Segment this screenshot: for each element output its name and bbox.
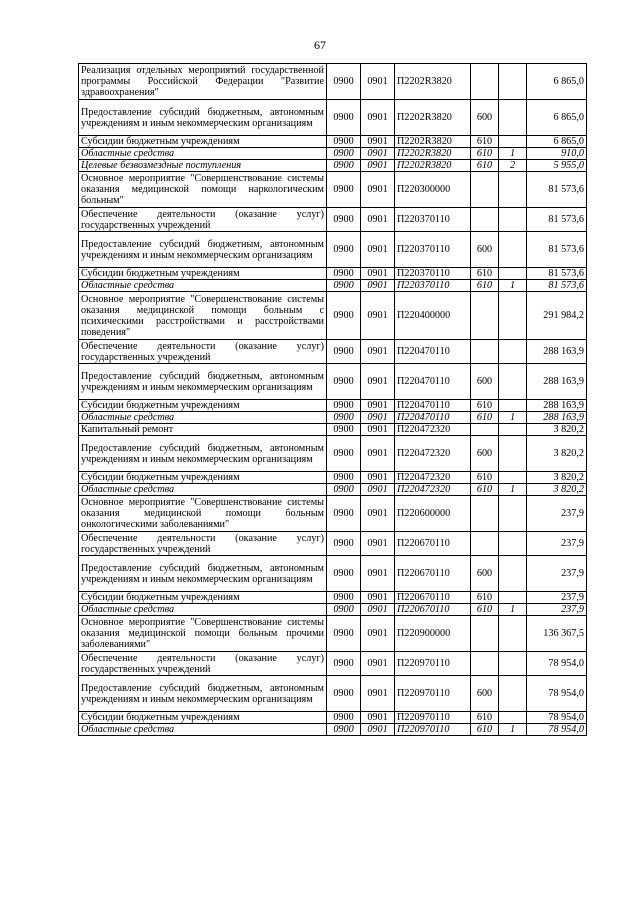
- funding-source-cell: [499, 712, 527, 724]
- subsection-code-cell: 0901: [361, 496, 395, 532]
- subsection-code-cell: 0901: [361, 616, 395, 652]
- subsection-code-cell: 0901: [361, 400, 395, 412]
- subsection-code-cell: 0901: [361, 604, 395, 616]
- target-article-cell: П220300000: [395, 172, 471, 208]
- section-code-cell: 0900: [327, 724, 361, 736]
- table-row: [79, 676, 587, 712]
- target-article-cell: П220970110: [395, 724, 471, 736]
- target-article-cell: П220970110: [395, 676, 471, 712]
- expense-type-cell: 610: [471, 724, 499, 736]
- table-row: [79, 424, 587, 436]
- target-article-cell: П220400000: [395, 292, 471, 340]
- table-row: [79, 208, 587, 232]
- funding-source-cell: 1: [499, 724, 527, 736]
- expense-type-cell: [471, 532, 499, 556]
- subsection-code-cell: 0901: [361, 268, 395, 280]
- amount-cell: 288 163,9: [527, 400, 587, 412]
- subsection-code-cell: 0901: [361, 136, 395, 148]
- row-name-cell: Субсидии бюджетным учреждениям: [79, 472, 327, 484]
- target-article-cell: П220970110: [395, 652, 471, 676]
- funding-source-cell: [499, 340, 527, 364]
- expense-type-cell: 600: [471, 436, 499, 472]
- row-name-cell: Предоставление субсидий бюджетным, автономным учреждениям и иным некоммерческим организациям: [79, 364, 327, 400]
- section-code-cell: 0900: [327, 472, 361, 484]
- funding-source-cell: [499, 496, 527, 532]
- row-name-cell: Субсидии бюджетным учреждениям: [79, 136, 327, 148]
- expense-type-cell: 610: [471, 412, 499, 424]
- section-code-cell: 0900: [327, 136, 361, 148]
- expense-type-cell: [471, 340, 499, 364]
- table-row: [79, 484, 587, 496]
- funding-source-cell: 1: [499, 484, 527, 496]
- funding-source-cell: [499, 592, 527, 604]
- row-name-cell: Областные средства: [79, 412, 327, 424]
- amount-cell: 78 954,0: [527, 676, 587, 712]
- section-code-cell: 0900: [327, 292, 361, 340]
- row-name-cell: Обеспечение деятельности (оказание услуг) государственных учреждений: [79, 340, 327, 364]
- section-code-cell: 0900: [327, 616, 361, 652]
- table-row: [79, 136, 587, 148]
- table-row: [79, 604, 587, 616]
- row-name-cell: Предоставление субсидий бюджетным, автономным учреждениям и иным некоммерческим организациям: [79, 436, 327, 472]
- target-article-cell: П220370110: [395, 280, 471, 292]
- table-row: [79, 172, 587, 208]
- table-row: [79, 592, 587, 604]
- target-article-cell: П220472320: [395, 472, 471, 484]
- row-name-cell: Предоставление субсидий бюджетным, автономным учреждениям и иным некоммерческим организациям: [79, 676, 327, 712]
- expense-type-cell: [471, 208, 499, 232]
- amount-cell: 78 954,0: [527, 724, 587, 736]
- section-code-cell: 0900: [327, 100, 361, 136]
- table-row: [79, 616, 587, 652]
- amount-cell: 81 573,6: [527, 280, 587, 292]
- section-code-cell: 0900: [327, 64, 361, 100]
- row-name-cell: Обеспечение деятельности (оказание услуг) государственных учреждений: [79, 652, 327, 676]
- row-name-cell: Предоставление субсидий бюджетным, автономным учреждениям и иным некоммерческим организациям: [79, 556, 327, 592]
- funding-source-cell: [499, 400, 527, 412]
- subsection-code-cell: 0901: [361, 532, 395, 556]
- section-code-cell: 0900: [327, 412, 361, 424]
- table-row: [79, 268, 587, 280]
- section-code-cell: 0900: [327, 604, 361, 616]
- funding-source-cell: 2: [499, 160, 527, 172]
- target-article-cell: П220472320: [395, 436, 471, 472]
- page-number: 67: [314, 38, 326, 52]
- budget-table: [78, 63, 587, 736]
- target-article-cell: П2202R3820: [395, 64, 471, 100]
- amount-cell: 291 984,2: [527, 292, 587, 340]
- target-article-cell: П220670110: [395, 532, 471, 556]
- target-article-cell: П220472320: [395, 484, 471, 496]
- funding-source-cell: [499, 268, 527, 280]
- expense-type-cell: 610: [471, 400, 499, 412]
- target-article-cell: П220370110: [395, 268, 471, 280]
- subsection-code-cell: 0901: [361, 484, 395, 496]
- target-article-cell: П220970110: [395, 712, 471, 724]
- funding-source-cell: 1: [499, 280, 527, 292]
- section-code-cell: 0900: [327, 280, 361, 292]
- amount-cell: 237,9: [527, 496, 587, 532]
- expense-type-cell: 610: [471, 280, 499, 292]
- funding-source-cell: [499, 652, 527, 676]
- row-name-cell: Обеспечение деятельности (оказание услуг) государственных учреждений: [79, 208, 327, 232]
- target-article-cell: П2202R3820: [395, 100, 471, 136]
- subsection-code-cell: 0901: [361, 292, 395, 340]
- amount-cell: 3 820,2: [527, 472, 587, 484]
- section-code-cell: 0900: [327, 232, 361, 268]
- expense-type-cell: 610: [471, 268, 499, 280]
- target-article-cell: П220600000: [395, 496, 471, 532]
- amount-cell: 3 820,2: [527, 436, 587, 472]
- funding-source-cell: [499, 100, 527, 136]
- expense-type-cell: [471, 496, 499, 532]
- expense-type-cell: 610: [471, 472, 499, 484]
- amount-cell: 237,9: [527, 532, 587, 556]
- section-code-cell: 0900: [327, 400, 361, 412]
- target-article-cell: П2202R3820: [395, 160, 471, 172]
- row-name-cell: Основное мероприятие "Совершенствование системы оказания медицинской помощи больным прочими заболеваниями": [79, 616, 327, 652]
- amount-cell: 288 163,9: [527, 340, 587, 364]
- amount-cell: 3 820,2: [527, 484, 587, 496]
- row-name-cell: Предоставление субсидий бюджетным, автономным учреждениям и иным некоммерческим организациям: [79, 100, 327, 136]
- amount-cell: 6 865,0: [527, 64, 587, 100]
- expense-type-cell: [471, 616, 499, 652]
- section-code-cell: 0900: [327, 532, 361, 556]
- expense-type-cell: 600: [471, 676, 499, 712]
- subsection-code-cell: 0901: [361, 160, 395, 172]
- section-code-cell: 0900: [327, 172, 361, 208]
- amount-cell: 6 865,0: [527, 136, 587, 148]
- funding-source-cell: [499, 364, 527, 400]
- subsection-code-cell: 0901: [361, 424, 395, 436]
- row-name-cell: Реализация отдельных мероприятий государственной программы Российской Федерации "Развитие здравоохранения": [79, 64, 327, 100]
- subsection-code-cell: 0901: [361, 676, 395, 712]
- expense-type-cell: 600: [471, 556, 499, 592]
- section-code-cell: 0900: [327, 364, 361, 400]
- section-code-cell: 0900: [327, 436, 361, 472]
- amount-cell: 6 865,0: [527, 100, 587, 136]
- amount-cell: 910,0: [527, 148, 587, 160]
- funding-source-cell: [499, 532, 527, 556]
- funding-source-cell: [499, 472, 527, 484]
- subsection-code-cell: 0901: [361, 148, 395, 160]
- expense-type-cell: 610: [471, 604, 499, 616]
- expense-type-cell: 610: [471, 592, 499, 604]
- subsection-code-cell: 0901: [361, 64, 395, 100]
- funding-source-cell: [499, 424, 527, 436]
- row-name-cell: Капитальный ремонт: [79, 424, 327, 436]
- row-name-cell: Областные средства: [79, 148, 327, 160]
- target-article-cell: П220670110: [395, 592, 471, 604]
- table-row: [79, 64, 587, 100]
- target-article-cell: П2202R3820: [395, 148, 471, 160]
- section-code-cell: 0900: [327, 484, 361, 496]
- row-name-cell: Предоставление субсидий бюджетным, автономным учреждениям и иным некоммерческим организациям: [79, 232, 327, 268]
- table-row: [79, 412, 587, 424]
- subsection-code-cell: 0901: [361, 592, 395, 604]
- section-code-cell: 0900: [327, 712, 361, 724]
- amount-cell: 81 573,6: [527, 208, 587, 232]
- row-name-cell: Обеспечение деятельности (оказание услуг) государственных учреждений: [79, 532, 327, 556]
- section-code-cell: 0900: [327, 496, 361, 532]
- amount-cell: 237,9: [527, 604, 587, 616]
- target-article-cell: П220470110: [395, 364, 471, 400]
- funding-source-cell: 1: [499, 148, 527, 160]
- expense-type-cell: 610: [471, 136, 499, 148]
- section-code-cell: 0900: [327, 676, 361, 712]
- table-row: [79, 532, 587, 556]
- amount-cell: 78 954,0: [527, 652, 587, 676]
- subsection-code-cell: 0901: [361, 172, 395, 208]
- target-article-cell: П220900000: [395, 616, 471, 652]
- subsection-code-cell: 0901: [361, 724, 395, 736]
- table-row: [79, 292, 587, 340]
- funding-source-cell: [499, 64, 527, 100]
- funding-source-cell: [499, 436, 527, 472]
- subsection-code-cell: 0901: [361, 232, 395, 268]
- table-row: [79, 712, 587, 724]
- target-article-cell: П220670110: [395, 604, 471, 616]
- section-code-cell: 0900: [327, 340, 361, 364]
- funding-source-cell: [499, 172, 527, 208]
- funding-source-cell: [499, 208, 527, 232]
- amount-cell: 81 573,6: [527, 172, 587, 208]
- expense-type-cell: [471, 172, 499, 208]
- expense-type-cell: [471, 292, 499, 340]
- row-name-cell: Основное мероприятие "Совершенствование системы оказания медицинской помощи больным с психическими расстройствами и расстройствами поведения": [79, 292, 327, 340]
- amount-cell: 81 573,6: [527, 268, 587, 280]
- table-row: [79, 280, 587, 292]
- row-name-cell: Целевые безвозмездные поступления: [79, 160, 327, 172]
- table-row: [79, 232, 587, 268]
- subsection-code-cell: 0901: [361, 208, 395, 232]
- subsection-code-cell: 0901: [361, 412, 395, 424]
- target-article-cell: П220470110: [395, 412, 471, 424]
- amount-cell: 78 954,0: [527, 712, 587, 724]
- expense-type-cell: [471, 64, 499, 100]
- amount-cell: 237,9: [527, 556, 587, 592]
- table-row: [79, 400, 587, 412]
- section-code-cell: 0900: [327, 268, 361, 280]
- table-row: [79, 160, 587, 172]
- section-code-cell: 0900: [327, 556, 361, 592]
- subsection-code-cell: 0901: [361, 652, 395, 676]
- target-article-cell: П220472320: [395, 424, 471, 436]
- row-name-cell: Основное мероприятие "Совершенствование системы оказания медицинской помощи больным онкологическими заболеваниями": [79, 496, 327, 532]
- row-name-cell: Основное мероприятие "Совершенствование системы оказания медицинской помощи наркологическим больным": [79, 172, 327, 208]
- expense-type-cell: [471, 652, 499, 676]
- expense-type-cell: 610: [471, 160, 499, 172]
- section-code-cell: 0900: [327, 148, 361, 160]
- amount-cell: 5 955,0: [527, 160, 587, 172]
- row-name-cell: Субсидии бюджетным учреждениям: [79, 268, 327, 280]
- subsection-code-cell: 0901: [361, 472, 395, 484]
- target-article-cell: П220470110: [395, 400, 471, 412]
- table-row: [79, 496, 587, 532]
- amount-cell: 237,9: [527, 592, 587, 604]
- funding-source-cell: [499, 136, 527, 148]
- funding-source-cell: [499, 292, 527, 340]
- amount-cell: 81 573,6: [527, 232, 587, 268]
- funding-source-cell: [499, 232, 527, 268]
- table-row: [79, 556, 587, 592]
- expense-type-cell: 610: [471, 712, 499, 724]
- section-code-cell: 0900: [327, 208, 361, 232]
- section-code-cell: 0900: [327, 424, 361, 436]
- funding-source-cell: [499, 616, 527, 652]
- row-name-cell: Областные средства: [79, 604, 327, 616]
- funding-source-cell: 1: [499, 412, 527, 424]
- section-code-cell: 0900: [327, 652, 361, 676]
- row-name-cell: Областные средства: [79, 280, 327, 292]
- subsection-code-cell: 0901: [361, 280, 395, 292]
- funding-source-cell: [499, 676, 527, 712]
- amount-cell: 288 163,9: [527, 412, 587, 424]
- target-article-cell: П2202R3820: [395, 136, 471, 148]
- subsection-code-cell: 0901: [361, 340, 395, 364]
- table-row: [79, 724, 587, 736]
- row-name-cell: Субсидии бюджетным учреждениям: [79, 400, 327, 412]
- expense-type-cell: 600: [471, 364, 499, 400]
- target-article-cell: П220670110: [395, 556, 471, 592]
- row-name-cell: Областные средства: [79, 484, 327, 496]
- budget-table-body: [79, 64, 587, 736]
- table-row: [79, 340, 587, 364]
- funding-source-cell: [499, 556, 527, 592]
- subsection-code-cell: 0901: [361, 364, 395, 400]
- row-name-cell: Областные средства: [79, 724, 327, 736]
- table-row: [79, 652, 587, 676]
- subsection-code-cell: 0901: [361, 556, 395, 592]
- row-name-cell: Субсидии бюджетным учреждениям: [79, 592, 327, 604]
- table-row: [79, 472, 587, 484]
- table-row: [79, 100, 587, 136]
- subsection-code-cell: 0901: [361, 436, 395, 472]
- table-row: [79, 364, 587, 400]
- row-name-cell: Субсидии бюджетным учреждениям: [79, 712, 327, 724]
- subsection-code-cell: 0901: [361, 712, 395, 724]
- expense-type-cell: 610: [471, 148, 499, 160]
- section-code-cell: 0900: [327, 160, 361, 172]
- expense-type-cell: [471, 424, 499, 436]
- amount-cell: 136 367,5: [527, 616, 587, 652]
- expense-type-cell: 600: [471, 100, 499, 136]
- amount-cell: 288 163,9: [527, 364, 587, 400]
- target-article-cell: П220370110: [395, 232, 471, 268]
- amount-cell: 3 820,2: [527, 424, 587, 436]
- expense-type-cell: 600: [471, 232, 499, 268]
- table-row: [79, 148, 587, 160]
- section-code-cell: 0900: [327, 592, 361, 604]
- target-article-cell: П220370110: [395, 208, 471, 232]
- subsection-code-cell: 0901: [361, 100, 395, 136]
- table-row: [79, 436, 587, 472]
- target-article-cell: П220470110: [395, 340, 471, 364]
- expense-type-cell: 610: [471, 484, 499, 496]
- funding-source-cell: 1: [499, 604, 527, 616]
